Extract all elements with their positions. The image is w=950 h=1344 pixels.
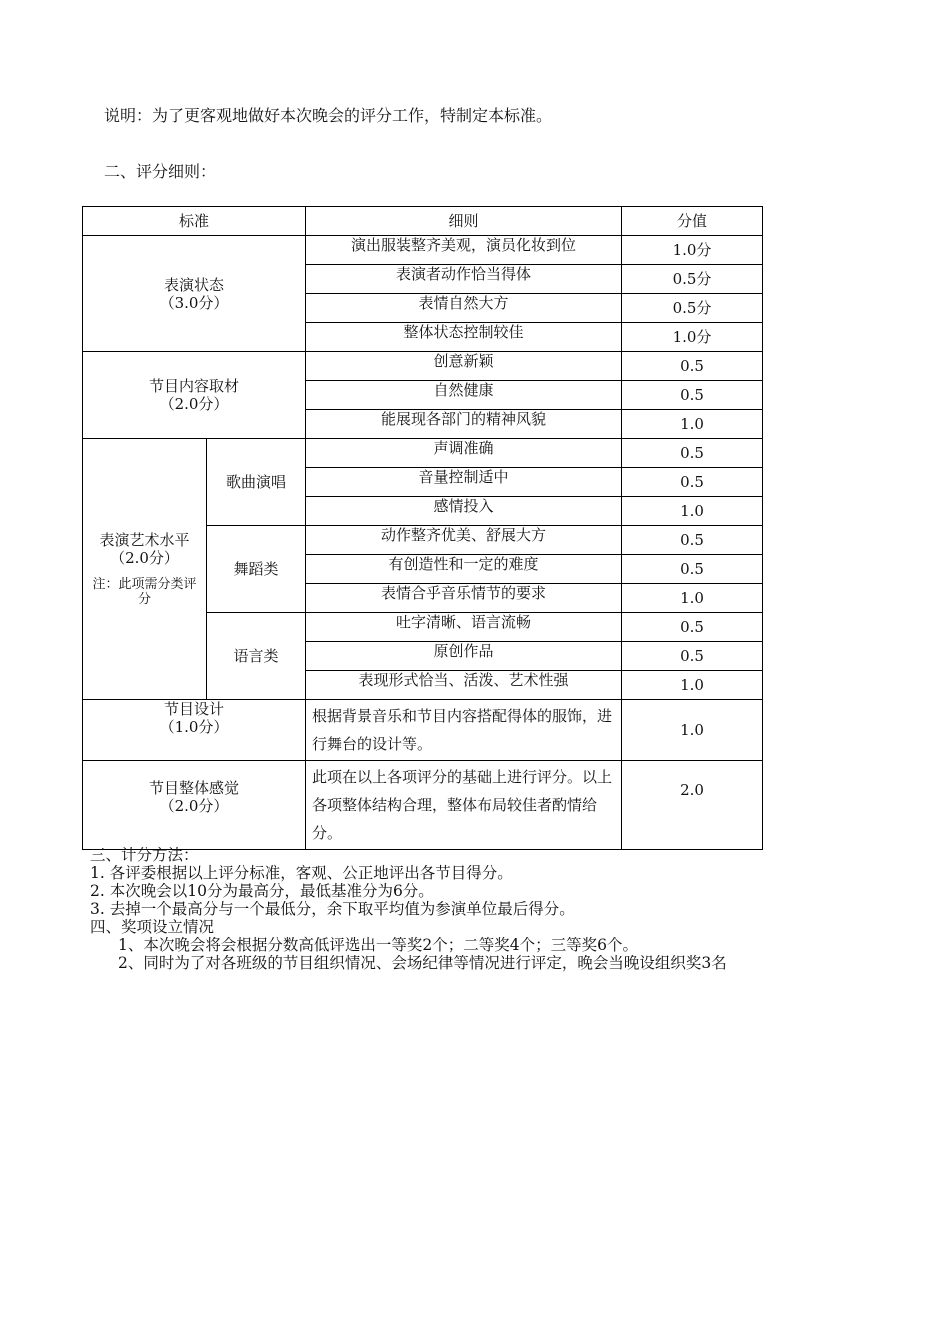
standard-artistic-level: 表演艺术水平 （2.0分） 注：此项需分类评分 [83, 439, 207, 700]
award-item: 1、本次晚会将会根据分数高低评选出一等奖2个；二等奖4个；三等奖6个。 [118, 936, 638, 954]
scoring-method-item: 2. 本次晚会以10分为最高分，最低基准分为6分。 [90, 882, 434, 900]
standard-performance-state: 表演状态 （3.0分） [83, 236, 306, 352]
value-cell: 1.0 [622, 700, 763, 761]
standard-overall-feeling: 节目整体感觉 （2.0分） [83, 761, 306, 850]
detail-cell: 能展现各部门的精神风貌 [306, 410, 622, 439]
detail-cell: 音量控制适中 [306, 468, 622, 497]
value-cell: 0.5 [622, 381, 763, 410]
section-2-title: 二、评分细则： [104, 162, 217, 181]
header-standard: 标准 [83, 207, 306, 236]
detail-cell: 演出服装整齐美观，演员化妆到位 [306, 236, 622, 265]
detail-cell: 表演者动作恰当得体 [306, 265, 622, 294]
header-value: 分值 [622, 207, 763, 236]
value-cell: 0.5 [622, 468, 763, 497]
detail-cell: 根据背景音乐和节目内容搭配得体的服饰，进行舞台的设计等。 [306, 700, 622, 761]
subcategory-dance: 舞蹈类 [207, 526, 306, 613]
value-cell: 1.0 [622, 671, 763, 700]
detail-cell: 表现形式恰当、活泼、艺术性强 [306, 671, 622, 700]
value-cell: 0.5 [622, 526, 763, 555]
header-detail: 细则 [306, 207, 622, 236]
detail-cell: 创意新颖 [306, 352, 622, 381]
value-cell: 1.0分 [622, 323, 763, 352]
after-table-text [90, 846, 727, 972]
detail-cell: 原创作品 [306, 642, 622, 671]
subcategory-singing: 歌曲演唱 [207, 439, 306, 526]
detail-cell: 此项在以上各项评分的基础上进行评分。以上各项整体结构合理，整体布局较佳者酌情给分。 [306, 761, 622, 850]
standard-program-design: 节目设计 （1.0分） [83, 700, 306, 761]
standard-program-content: 节目内容取材 （2.0分） [83, 352, 306, 439]
value-cell: 1.0 [622, 584, 763, 613]
intro-text: 说明：为了更客观地做好本次晚会的评分工作，特制定本标准。 [104, 106, 553, 125]
value-cell: 0.5分 [622, 265, 763, 294]
subcategory-language: 语言类 [207, 613, 306, 700]
section-3-title: 三、计分方法： [90, 846, 199, 864]
value-cell: 1.0分 [622, 236, 763, 265]
value-cell: 0.5 [622, 613, 763, 642]
section-4-title: 四、奖项设立情况 [90, 918, 215, 936]
detail-cell: 吐字清晰、语言流畅 [306, 613, 622, 642]
detail-cell: 表情自然大方 [306, 294, 622, 323]
detail-cell: 整体状态控制较佳 [306, 323, 622, 352]
value-cell: 2.0 [622, 761, 763, 850]
scoring-table [82, 206, 763, 850]
value-cell: 0.5 [622, 439, 763, 468]
award-item: 2、同时为了对各班级的节目组织情况、会场纪律等情况进行评定，晚会当晚设组织奖3名 [118, 954, 727, 972]
detail-cell: 声调准确 [306, 439, 622, 468]
detail-cell: 表情合乎音乐情节的要求 [306, 584, 622, 613]
scoring-method-item: 3. 去掉一个最高分与一个最低分，余下取平均值为参演单位最后得分。 [90, 900, 575, 918]
classification-note: 注：此项需分类评分 [92, 577, 197, 607]
detail-cell: 感情投入 [306, 497, 622, 526]
value-cell: 0.5 [622, 352, 763, 381]
detail-cell: 动作整齐优美、舒展大方 [306, 526, 622, 555]
scoring-method-item: 1. 各评委根据以上评分标准，客观、公正地评出各节目得分。 [90, 864, 513, 882]
value-cell: 0.5分 [622, 294, 763, 323]
detail-cell: 自然健康 [306, 381, 622, 410]
value-cell: 1.0 [622, 410, 763, 439]
value-cell: 1.0 [622, 497, 763, 526]
value-cell: 0.5 [622, 642, 763, 671]
value-cell: 0.5 [622, 555, 763, 584]
detail-cell: 有创造性和一定的难度 [306, 555, 622, 584]
